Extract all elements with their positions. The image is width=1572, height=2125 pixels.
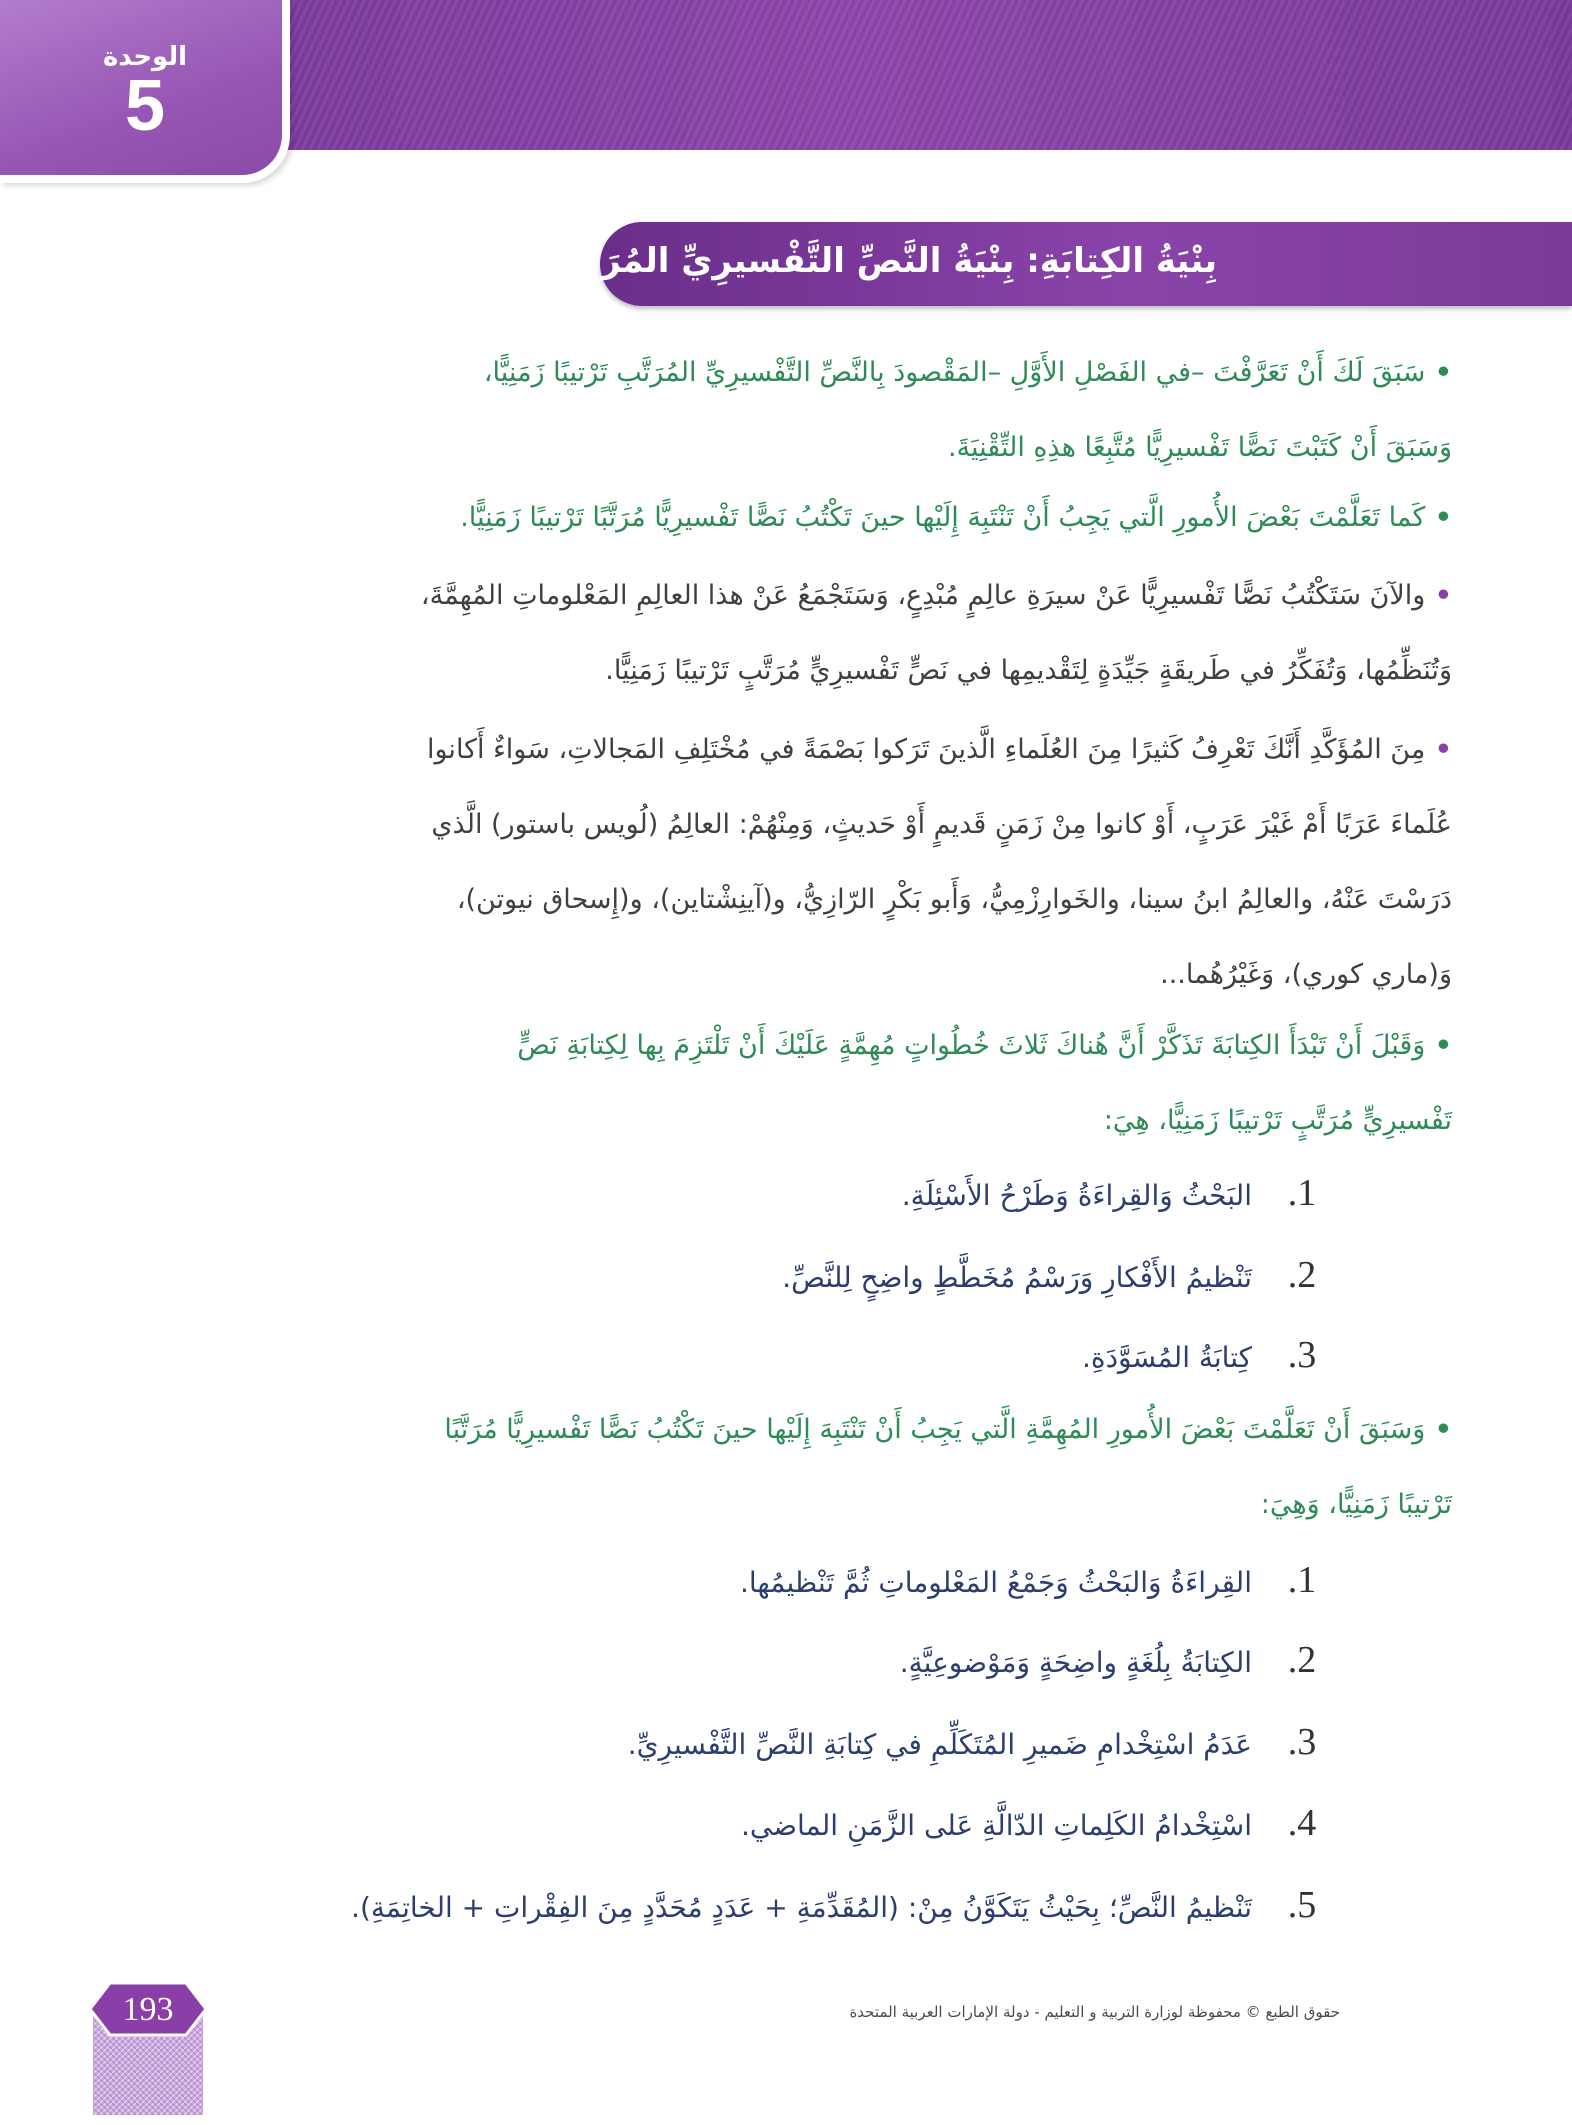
rule-item [232, 1793, 1332, 1856]
top-banner [270, 0, 1572, 150]
paragraph-scientists-line-1: مِنَ المُؤَكَّدِ أَنَّكَ تَعْرِفُ كَثيرًا مِنَ العُلَماءِ الَّذينَ تَرَكوا بَصْمَةً في مُخْتَلِفِ المَجالاتِ، سَواءٌ أَكانوا [426, 734, 1426, 765]
paragraph-scientists-line-4: وَ(ماري كوري)، وَغَيْرُهُما... [1160, 959, 1452, 990]
rule-item [232, 1550, 1332, 1613]
rule-number: 1. [1287, 1559, 1317, 1601]
rule-text: تَنْظيمُ النَّصِّ؛ بِحَيْثُ يَتَكَوَّنُ مِنْ: (المُقَدِّمَةِ + عَدَدٍ مُحَدَّدٍ مِنَ الفِقْراتِ + الخاتِمَةِ). [351, 1891, 1252, 1924]
step-text: كِتابَةُ المُسَوَّدَةِ. [1082, 1341, 1252, 1374]
step-item [232, 1163, 1332, 1226]
bullet-icon: • [1425, 734, 1452, 765]
bullet-icon: • [1425, 1030, 1452, 1061]
paragraph-rules-intro-line-2: تَرْتيبًا زَمَنِيًّا، وَهِيَ: [1260, 1489, 1452, 1520]
intro-bullet-2 [52, 480, 1452, 555]
step-number: 1. [1287, 1172, 1317, 1214]
rule-text: عَدَمُ اسْتِخْدامِ ضَميرِ المُتَكَلِّمِ في كِتابَةِ النَّصِّ التَّفْسيرِيِّ. [627, 1728, 1252, 1761]
bullet-icon: • [1425, 580, 1452, 611]
step-number: 3. [1287, 1334, 1317, 1376]
paragraph-now-line-1: والآنَ سَتَكْتُبُ نَصًّا تَفْسيرِيًّا عَنْ سيرَةِ عالِمٍ مُبْدِعٍ، وَسَتَجْمَعُ عَنْ هذا العالِمِ المَعْلوماتِ المُهِمَّةَ، [420, 580, 1426, 611]
paragraph-now [52, 558, 1452, 708]
paragraph-steps-intro [52, 1008, 1452, 1158]
intro-bullet-1-line-2: وَسَبَقَ أَنْ كَتَبْتَ نَصًّا تَفْسيرِيًّا مُتَّبِعًا هذِهِ التِّقْنِيَةَ. [947, 432, 1452, 463]
rule-item [232, 1875, 1332, 1938]
intro-bullet-2-line-1: كَما تَعَلَّمْتَ بَعْضَ الأُمورِ الَّتي يَجِبُ أَنْ تَنْتَبِهَ إِلَيْها حينَ تَكْتُبُ نَصًّا تَفْسيرِيًّا مُرَتَّبًا تَرْتيبًا زَمَنِيًّا. [460, 502, 1426, 533]
rule-text: اسْتِخْدامُ الكَلِماتِ الدّالَّةِ عَلى الزَّمَنِ الماضي. [741, 1809, 1252, 1842]
copyright-notice: حقوق الطبع © محفوظة لوزارة التربية و التعليم - دولة الإمارات العربية المتحدة [849, 2003, 1340, 2021]
paragraph-rules-intro [52, 1392, 1452, 1542]
paragraph-now-line-2: وَتُنَظِّمُها، وَتُفَكِّرُ في طَريقَةٍ جَيِّدَةٍ لِتَقْديمِها في نَصٍّ تَفْسيرِيٍّ مُرَتَّبٍ تَرْتيبًا زَمَنِيًّا. [605, 655, 1452, 686]
unit-number: 5 [124, 66, 166, 146]
bullet-icon: • [1425, 1414, 1452, 1445]
step-number: 2. [1287, 1254, 1317, 1296]
step-item [232, 1325, 1332, 1388]
page-number: 193 [122, 1991, 174, 2028]
rule-number: 4. [1287, 1802, 1317, 1844]
rule-text: القِراءَةُ وَالبَحْثُ وَجَمْعُ المَعْلوماتِ ثُمَّ تَنْظيمُها. [739, 1566, 1252, 1599]
bullet-icon: • [1425, 502, 1452, 533]
rule-text: الكِتابَةُ بِلُغَةٍ واضِحَةٍ وَمَوْضوعِيَّةٍ. [899, 1646, 1252, 1679]
intro-bullet-1 [52, 335, 1452, 485]
step-item [232, 1245, 1332, 1308]
unit-label: الوحدة [102, 42, 188, 72]
bullet-icon: • [1425, 357, 1452, 388]
rule-number: 2. [1287, 1639, 1317, 1681]
paragraph-rules-intro-line-1: وَسَبَقَ أَنْ تَعَلَّمْتَ بَعْضَ الأُمورِ المُهِمَّةِ الَّتي يَجِبُ أَنْ تَنْتَبِهَ إِلَيْها حينَ تَكْتُبُ نَصًّا تَفْسيرِيًّا مُرَتَّبًا [444, 1414, 1426, 1445]
step-text: تَنْظيمُ الأَفْكارِ وَرَسْمُ مُخَطَّطٍ واضِحٍ لِلنَّصِّ. [782, 1261, 1252, 1294]
rule-item [232, 1712, 1332, 1775]
rule-number: 5. [1287, 1884, 1317, 1926]
step-text: البَحْثُ وَالقِراءَةُ وَطَرْحُ الأَسْئِلَةِ. [901, 1179, 1252, 1212]
section-title: بِنْيَةُ الكِتابَةِ: بِنْيَةُ النَّصِّ التَّفْسيرِيِّ المُرَتَّبُ زَمَنِيًّا [459, 241, 1217, 281]
paragraph-scientists [52, 712, 1452, 1012]
paragraph-scientists-line-2: عُلَماءَ عَرَبًا أَمْ غَيْرَ عَرَبٍ، أَوْ كانوا مِنْ زَمَنٍ قَديمٍ أَوْ حَديثٍ، وَمِنْهُمْ: العالِمُ (لُويس باستور) الَّذي [431, 809, 1452, 840]
paragraph-steps-intro-line-2: تَفْسيرِيٍّ مُرَتَّبٍ تَرْتيبًا زَمَنِيًّا، هِيَ: [1103, 1105, 1452, 1136]
rule-item [232, 1630, 1332, 1693]
paragraph-steps-intro-line-1: وَقَبْلَ أَنْ تَبْدَأَ الكِتابَةَ تَذَكَّرْ أَنَّ هُناكَ ثَلاثَ خُطُواتٍ مُهِمَّةٍ عَلَيْكَ أَنْ تَلْتَزِمَ بِها لِكِتابَةِ نَصٍّ [517, 1030, 1426, 1061]
intro-bullet-1-line-1: سَبَقَ لَكَ أَنْ تَعَرَّفْتَ –في الفَصْلِ الأَوَّلِ –المَقْصودَ بِالنَّصِّ التَّفْسيرِيِّ المُرَتَّبِ تَرْتيبًا زَمَنِيًّا، [483, 357, 1426, 388]
rule-number: 3. [1287, 1721, 1317, 1763]
paragraph-scientists-line-3: دَرَسْتَ عَنْهُ، والعالِمُ ابنُ سينا، والخَوارِزْمِيُّ، وَأَبو بَكْرٍ الرّازِيُّ، و(آينِشْتاين)، و(إِسحاق نيوتن)، [456, 884, 1452, 915]
